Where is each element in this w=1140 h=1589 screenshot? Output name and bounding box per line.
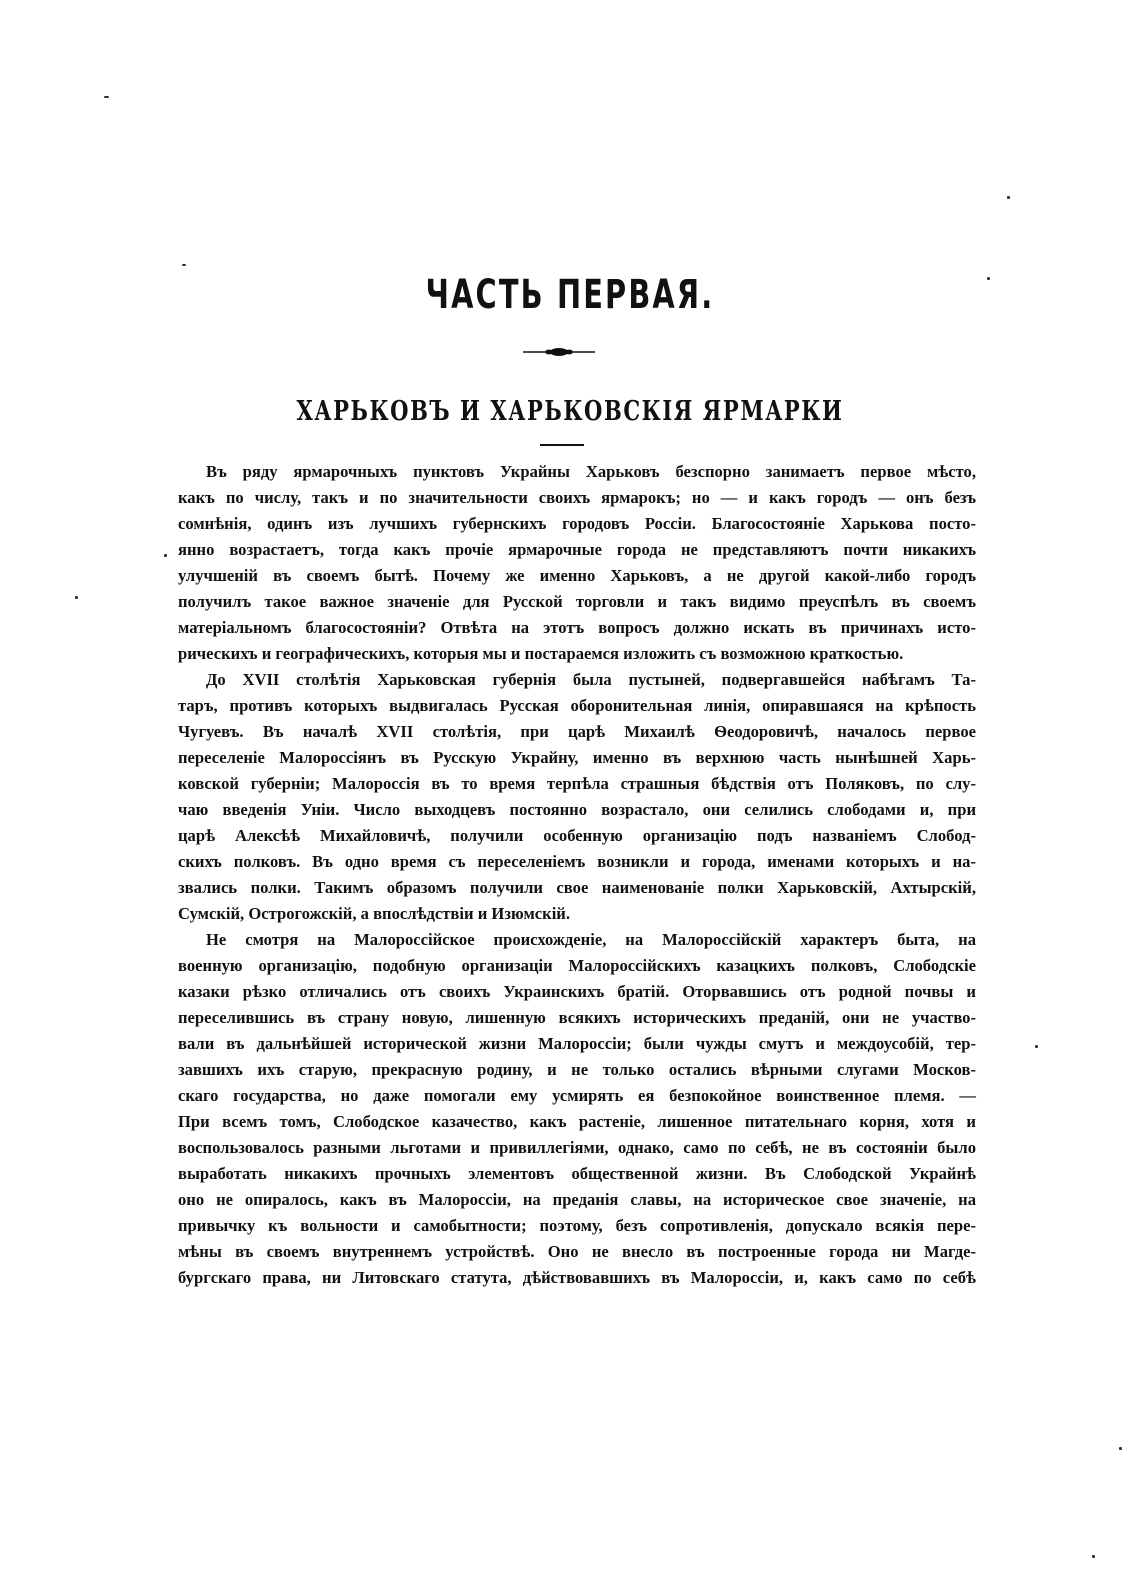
scan-speck <box>75 596 78 599</box>
text-line: переселившись въ страну новую, лишенную всякихъ историческихъ преданій, они не участво- <box>178 1008 976 1027</box>
text-line: привычку къ вольности и самобытности; поэтому, безъ сопротивленія, допускало всякія пере- <box>178 1216 976 1235</box>
text-line: царѣ Алексѣѣ Михайловичѣ, получили особенную организацію подъ названіемъ Слобод- <box>178 826 976 845</box>
text-line: янно возрастаетъ, тогда какъ прочіе ярмарочные города не представляютъ почти никакихъ <box>178 540 976 559</box>
text-line: выработать никакихъ прочныхъ элементовъ общественной жизни. Въ Слободской Украйнѣ <box>178 1164 976 1183</box>
text-line: сомнѣнія, одинъ изъ лучшихъ губернскихъ городовъ Россіи. Благосостояніе Харькова посто- <box>178 514 976 533</box>
chapter-title: ХАРЬКОВЪ И ХАРЬКОВСКІЯ ЯРМАРКИ <box>296 396 844 427</box>
text-line: военную организацію, подобную организаціи Малороссійскихъ казацкихъ полковъ, Слободскіе <box>178 956 976 975</box>
ornament-divider-icon <box>523 345 595 359</box>
text-line: бургскаго права, ни Литовскаго статута, дѣйствовавшихъ въ Малороссіи, и, какъ само по себѣ <box>178 1268 976 1287</box>
scan-speck <box>987 277 990 280</box>
text-line: рическихъ и географическихъ, которыя мы и постараемся изложить съ возможною краткостью. <box>178 644 904 663</box>
text-line: До XVII столѣтія Харьковская губернія была пустыней, подвергавшейся набѣгамъ Та- <box>206 670 976 689</box>
text-line: звались полки. Такимъ образомъ получили свое наименованіе полки Харьковскій, Ахтырскій, <box>178 878 976 897</box>
text-line: матеріальномъ благосостояніи? Отвѣта на этотъ вопросъ должно искать въ причинахъ исто- <box>178 618 976 637</box>
text-line: Въ ряду ярмарочныхъ пунктовъ Украйны Харьковъ безспорно занимаетъ первое мѣсто, <box>206 462 976 481</box>
text-line: казаки рѣзко отличались отъ своихъ Украинскихъ братій. Оторвавшись отъ родной почвы и <box>178 982 976 1001</box>
scan-speck <box>1119 1447 1122 1450</box>
text-line: переселеніе Малороссіянъ въ Русскую Украйну, именно въ верхнюю часть нынѣшней Харь- <box>178 748 976 767</box>
text-line: скихъ полковъ. Въ одно время съ переселеніемъ возникли и города, именами которыхъ и на- <box>178 852 976 871</box>
paragraph-3 <box>178 927 976 1291</box>
text-line: скаго государства, но даже помогали ему усмирять ея безпокойное воинственное племя. — <box>178 1086 976 1105</box>
paragraph-2 <box>178 667 976 927</box>
text-line: таръ, противъ которыхъ выдвигалась Русская оборонительная линія, опиравшаяся на крѣпость <box>178 696 976 715</box>
text-line: Сумскій, Острогожскій, а впослѣдствіи и Изюмскій. <box>178 904 571 923</box>
scan-speck <box>164 554 167 557</box>
text-line: мѣны въ своемъ внутреннемъ устройствѣ. Оно не внесло въ построенные города ни Магде- <box>178 1242 976 1261</box>
text-line: получилъ такое важное значеніе для Русской торговли и такъ видимо преуспѣлъ въ своемъ <box>178 592 976 611</box>
part-title: ЧАСТЬ ПЕРВАЯ. <box>425 272 715 318</box>
scan-speck <box>182 264 186 266</box>
text-line: завшихъ ихъ старую, прекрасную родину, и не только остались вѣрными слугами Москов- <box>178 1060 976 1079</box>
text-line: чаю введенія Уніи. Число выходцевъ постоянно возрастало, они селились слободами и, при <box>178 800 976 819</box>
text-line: улучшеній въ своемъ бытѣ. Почему же именно Харьковъ, а не другой какой-либо городъ <box>178 566 976 585</box>
text-line: оно не опиралось, какъ въ Малороссіи, на преданія славы, на историческое свое значеніе, на <box>178 1190 976 1209</box>
text-line: Чугуевъ. Въ началѣ XVII столѣтія, при царѣ Михаилѣ Ѳеодоровичѣ, началось первое <box>178 722 976 741</box>
body-text <box>178 459 976 1291</box>
text-line: Не смотря на Малороссійское происхожденіе, на Малороссійскій характеръ быта, на <box>206 930 976 949</box>
scan-speck <box>104 96 109 98</box>
paragraph-1 <box>178 459 976 667</box>
text-line: При всемъ томъ, Слободское казачество, какъ растеніе, лишенное питательнаго корня, хотя и <box>178 1112 976 1131</box>
text-line: воспользовалось разными льготами и привиллегіями, однако, само по себѣ, не въ состояніи было <box>178 1138 976 1157</box>
scan-speck <box>1092 1555 1095 1558</box>
text-line: какъ по числу, такъ и по значительности своихъ ярмарокъ; но — и какъ городъ — онъ безъ <box>178 488 976 507</box>
text-line: ковской губерніи; Малороссія въ то время терпѣла страшныя бѣдствія отъ Поляковъ, по слу- <box>178 774 976 793</box>
text-line: вали въ дальнѣйшей исторической жизни Малороссіи; были чужды смутъ и междоусобій, тер- <box>178 1034 976 1053</box>
scan-speck <box>1007 196 1010 199</box>
scan-speck <box>1035 1045 1038 1048</box>
title-rule <box>540 444 584 446</box>
